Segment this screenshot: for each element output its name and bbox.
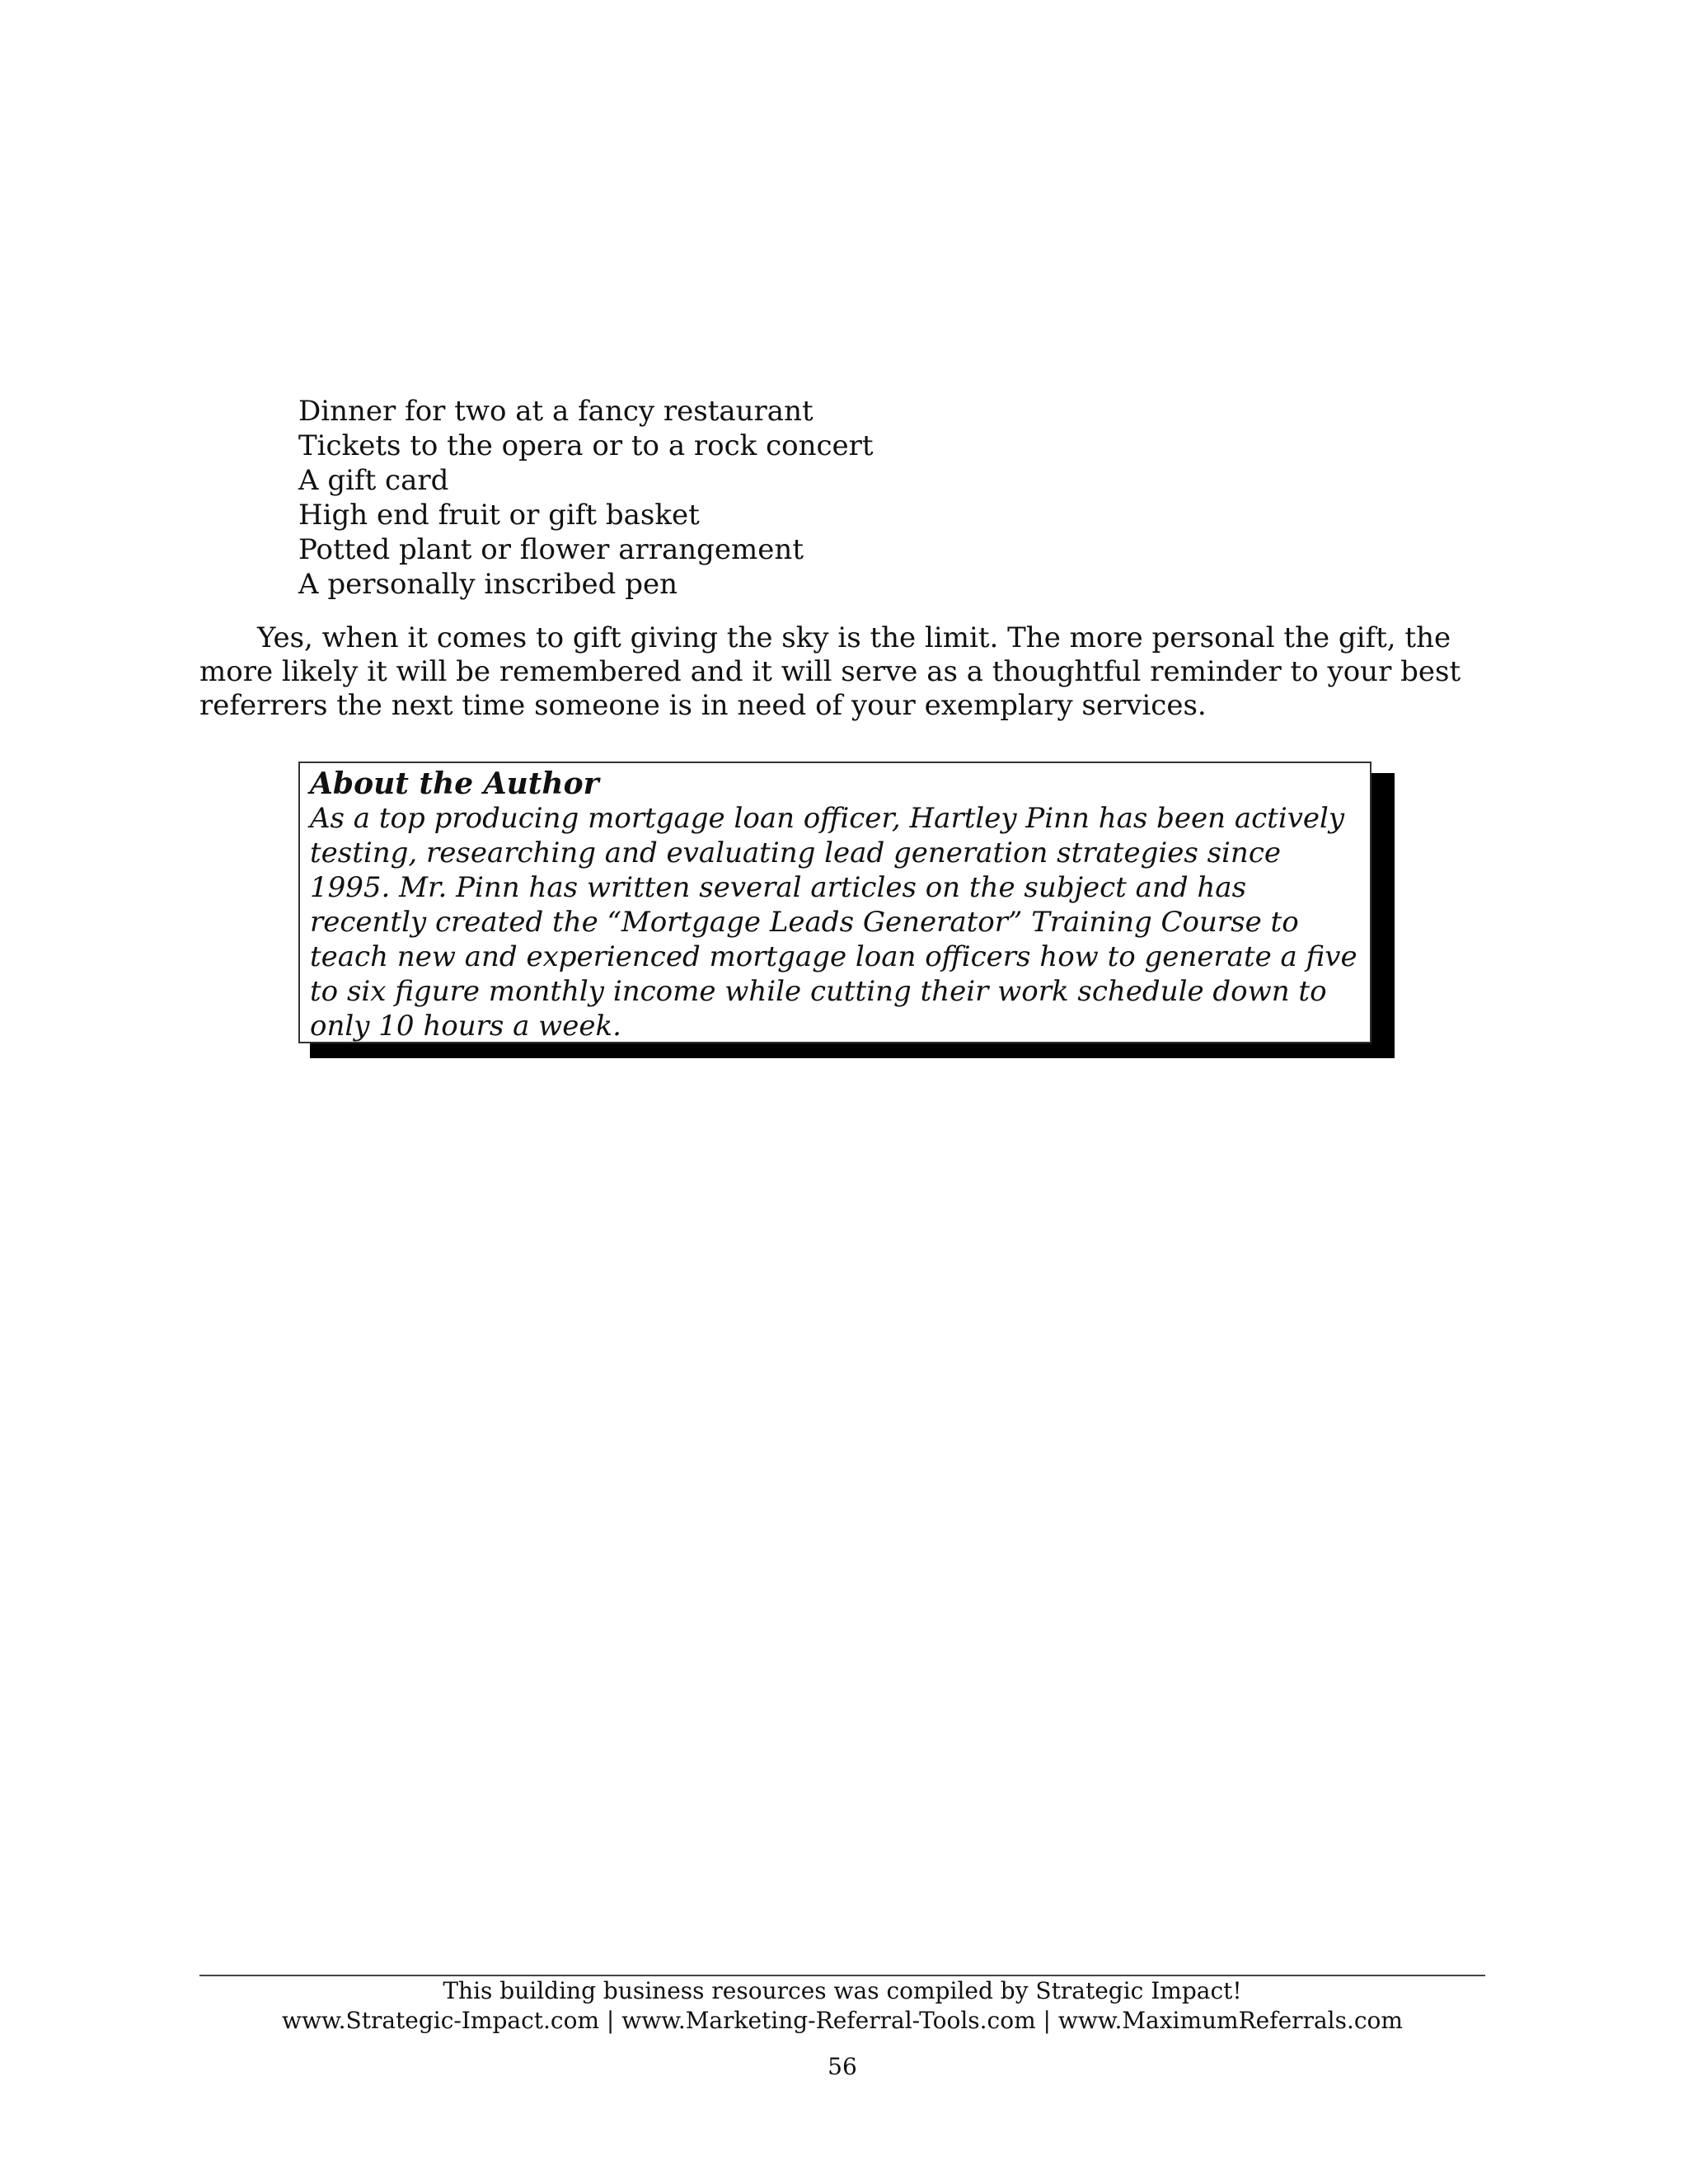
footer-divider <box>199 1975 1485 1976</box>
gift-idea-list <box>298 394 874 602</box>
body-paragraph: Yes, when it comes to gift giving the sky is the limit. The more personal the gift, the more likely it will be remembered and it will serve as a thoughtful reminder to your best referrers the next time someone is in need of your exemplary services. <box>199 621 1461 722</box>
gift-idea-item: High end fruit or gift basket <box>298 499 700 532</box>
page-number: 56 <box>828 2053 857 2080</box>
gift-idea-item: Dinner for two at a fancy restaurant <box>298 395 814 428</box>
footer-links: www.Strategic-Impact.com | www.Marketing-Referral-Tools.com | www.MaximumReferrals.com <box>282 2007 1403 2034</box>
gift-idea-item: A gift card <box>298 464 449 497</box>
about-author-box <box>298 762 1372 1043</box>
gift-idea-item: A personally inscribed pen <box>298 568 678 601</box>
gift-idea-item: Potted plant or flower arrangement <box>298 533 804 566</box>
author-box-title: About the Author <box>310 766 599 801</box>
gift-idea-item: Tickets to the opera or to a rock concert <box>298 429 874 462</box>
author-bio-text: As a top producing mortgage loan officer, Hartley Pinn has been actively testing, researching and evaluating lead generation strategies since 1995. Mr. Pinn has written several articles on the subject and has recently created the “Mortgage Leads Generator” Training Course to teach new and experienced mortgage loan officers how to generate a five to six figure monthly income while cutting their work schedule down to only 10 hours a week. <box>310 802 1357 1043</box>
footer-credit: This building business resources was compiled by Strategic Impact! <box>443 1977 1242 2004</box>
